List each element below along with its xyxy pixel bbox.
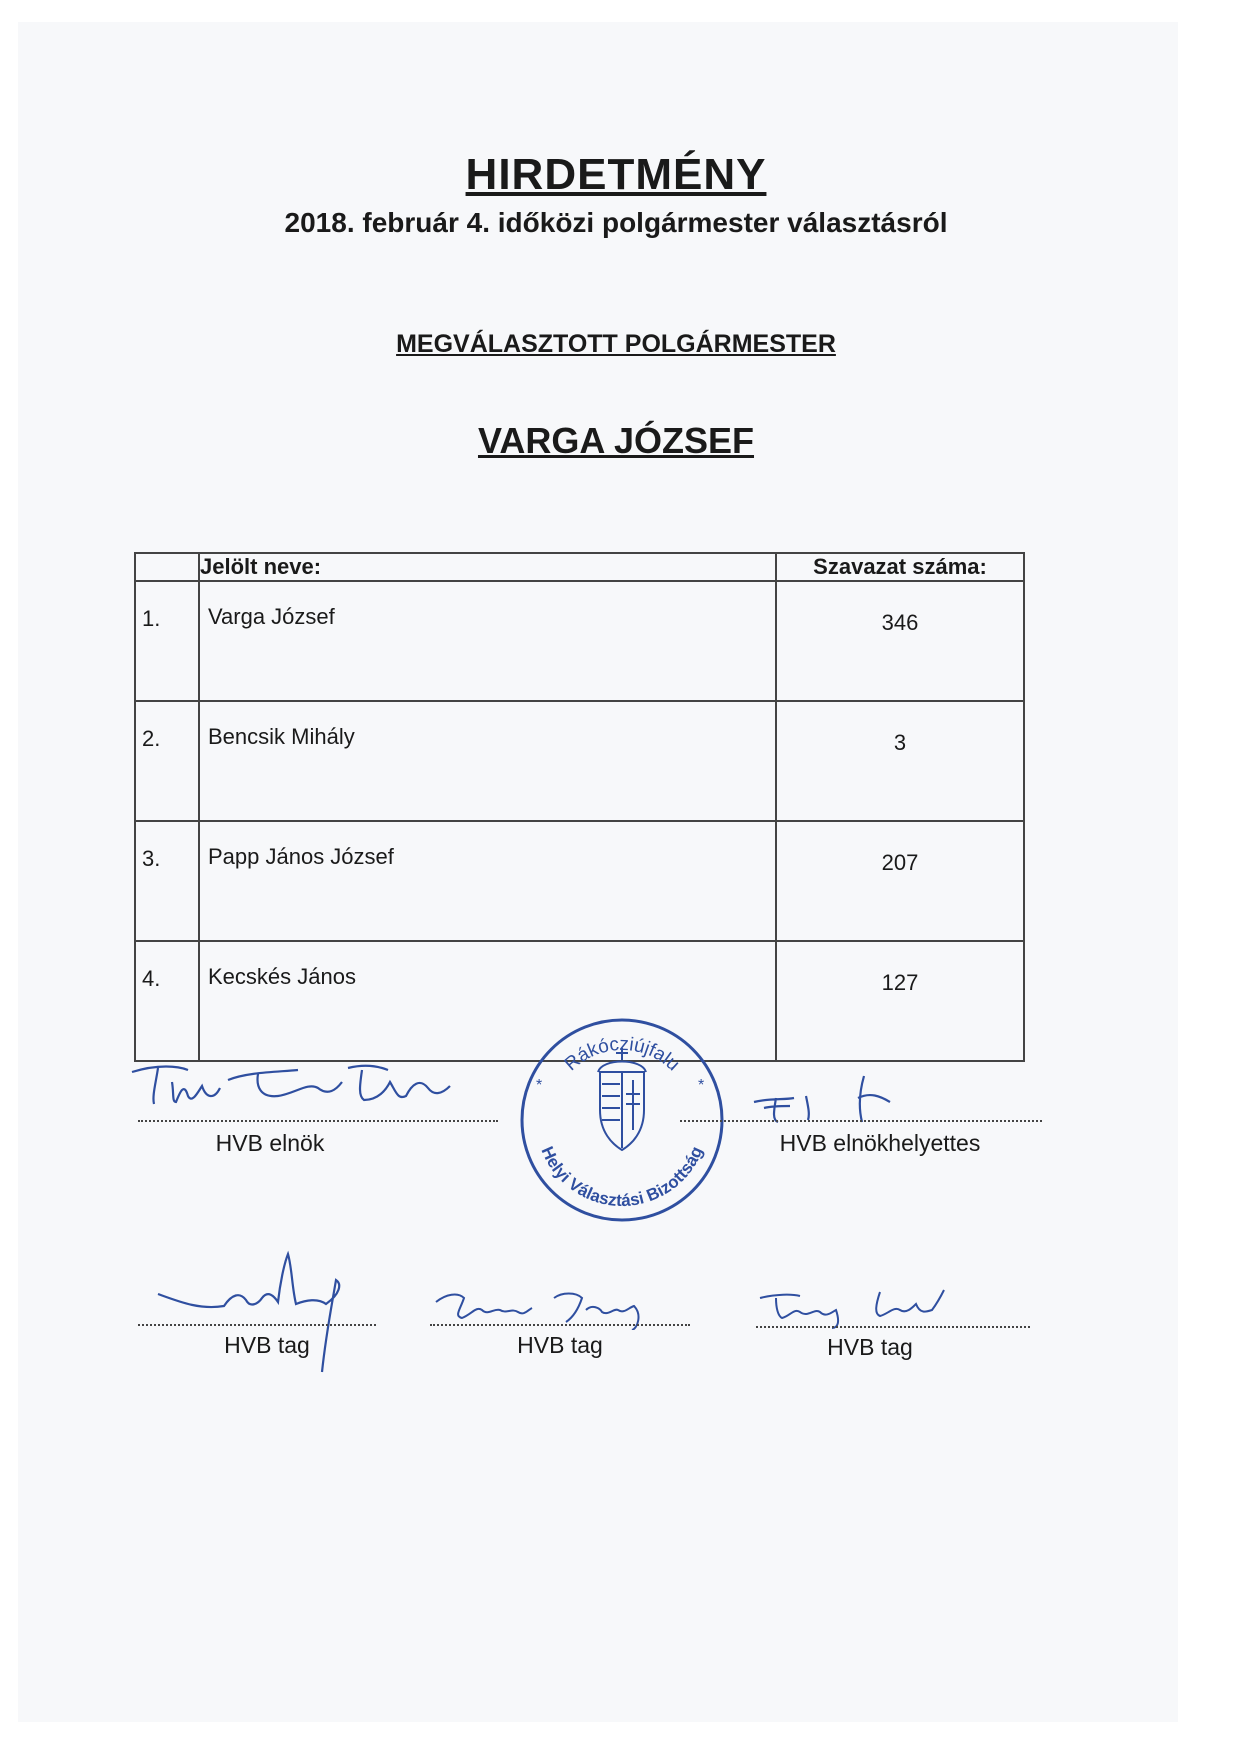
- candidate-name: Bencsik Mihály: [199, 701, 776, 821]
- table-header-row: [135, 553, 1024, 581]
- row-number: 4.: [135, 941, 199, 1061]
- table-row: [135, 581, 1024, 701]
- vice-president-label: HVB elnökhelyettes: [779, 1130, 981, 1156]
- candidate-name: Papp János József: [199, 821, 776, 941]
- member-3-signature-line: [756, 1326, 1030, 1328]
- row-number: 3.: [135, 821, 199, 941]
- elected-mayor-name: VARGA JÓZSEF: [477, 420, 755, 461]
- star-icon: *: [698, 1077, 705, 1094]
- member-2-label: HVB tag: [517, 1332, 603, 1358]
- header-vote-count: Szavazat száma:: [776, 553, 1024, 581]
- table-row: [135, 701, 1024, 821]
- vice-president-signature-line: [680, 1120, 1042, 1122]
- vote-count: 207: [776, 821, 1024, 941]
- row-number: 1.: [135, 581, 199, 701]
- header-number-cell: [135, 553, 199, 581]
- president-label: HVB elnök: [215, 1130, 325, 1156]
- elected-mayor-label: MEGVÁLASZTOTT POLGÁRMESTER: [396, 330, 836, 358]
- candidate-name: Kecskés János: [199, 941, 776, 1061]
- table-row: [135, 821, 1024, 941]
- row-number: 2.: [135, 701, 199, 821]
- president-signature-line: [138, 1120, 498, 1122]
- document-title: HIRDETMÉNY: [465, 150, 767, 199]
- candidate-name: Varga József: [199, 581, 776, 701]
- member-2-signature-line: [430, 1324, 690, 1326]
- star-icon: *: [536, 1077, 543, 1094]
- stamp-top-text: Rákócziújfalu: [560, 1033, 684, 1076]
- vote-count: 127: [776, 941, 1024, 1061]
- president-signature: [128, 1052, 458, 1122]
- coat-of-arms-icon: [598, 1048, 646, 1150]
- member-3-signature: [756, 1282, 956, 1330]
- header-candidate-name: Jelölt neve:: [199, 553, 776, 581]
- document-subtitle: 2018. február 4. időközi polgármester választásról: [284, 207, 948, 238]
- vote-count: 346: [776, 581, 1024, 701]
- member-1-signature-line: [138, 1324, 376, 1326]
- stamp-bottom-text: Helyi Választási Bizottság: [537, 1143, 707, 1211]
- member-2-signature: [432, 1280, 692, 1330]
- member-3-label: HVB tag: [827, 1334, 913, 1360]
- results-table: [134, 552, 1025, 1062]
- vote-count: 3: [776, 701, 1024, 821]
- member-1-label: HVB tag: [224, 1332, 310, 1358]
